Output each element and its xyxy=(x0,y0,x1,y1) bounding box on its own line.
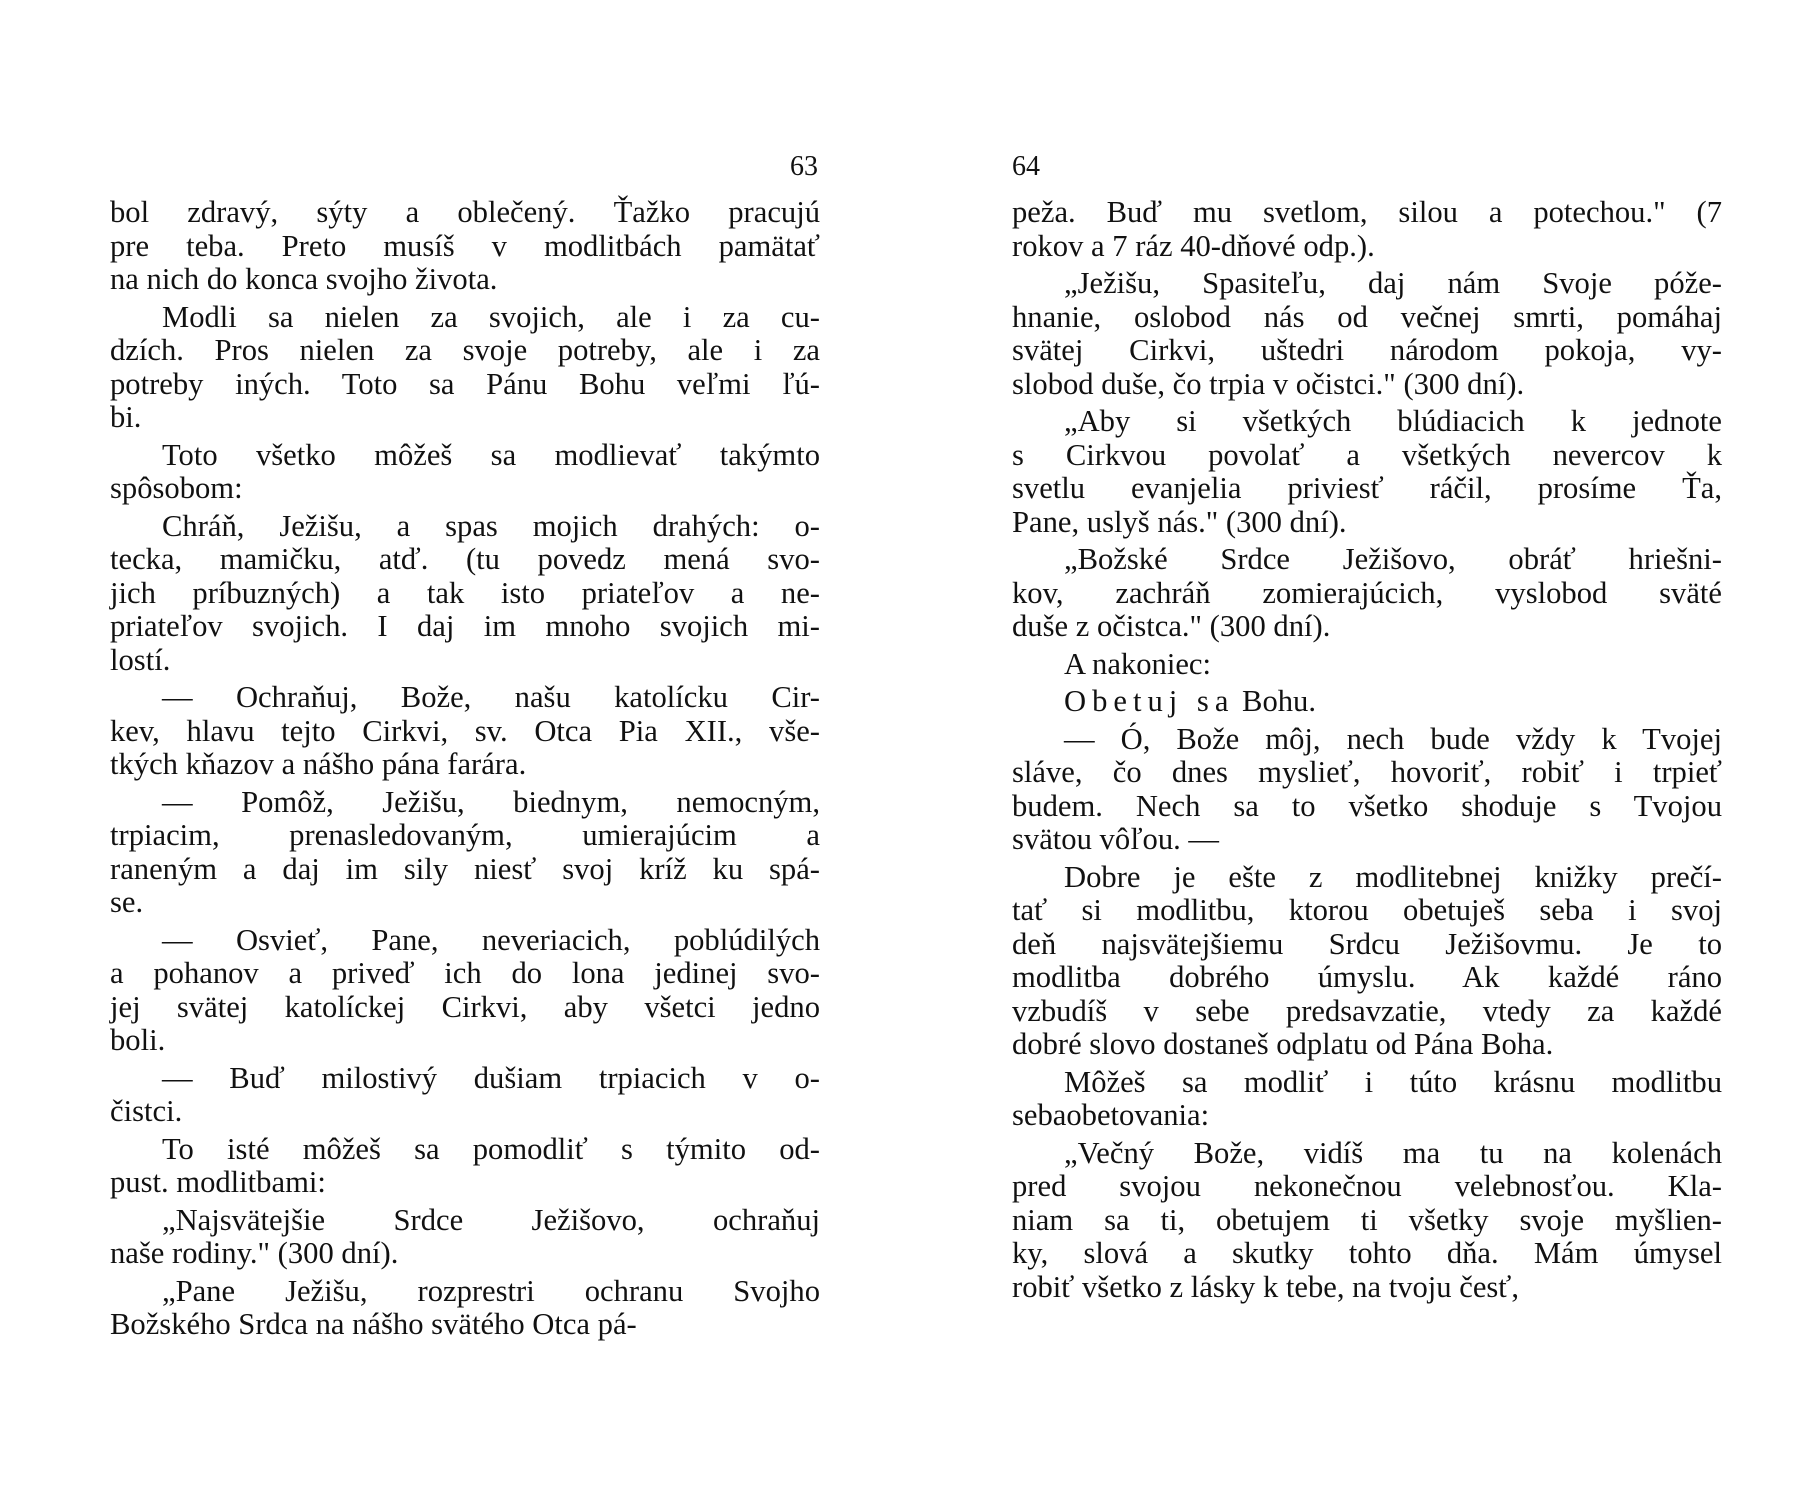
text-line: ky, slová a skutky tohto dňa. Mám úmysel xyxy=(1012,1236,1722,1270)
text-line: Božského Srdca na nášho svätého Otca pá- xyxy=(110,1307,637,1341)
paragraph xyxy=(110,196,820,297)
page-text xyxy=(110,196,820,1342)
text-line: „Večný Bože, vidíš ma tu na kolenách xyxy=(1064,1135,1722,1170)
text-line: budem. Nech sa to všetko shoduje s Tvojou xyxy=(1012,788,1722,823)
text-line: na nich do konca svojho života. xyxy=(110,262,498,296)
text-line: Dobre je ešte z modlitebnej knižky prečí- xyxy=(1064,859,1722,894)
paragraph xyxy=(110,301,820,435)
text-fragment: Bohu. xyxy=(1234,684,1316,718)
text-line: rokov a 7 ráz 40-dňové odp.). xyxy=(1012,228,1375,263)
paragraph xyxy=(1012,1066,1722,1133)
paragraph xyxy=(1012,196,1722,263)
text-line: kov, zachráň zomierajúcich, vyslobod sväté xyxy=(1012,575,1722,610)
text-line: potreby iných. Toto sa Pánu Bohu veľmi ľú- xyxy=(110,366,820,401)
text-line: To isté môžeš sa pomodliť s týmito od- xyxy=(162,1131,820,1166)
text-line: „Aby si všetkých blúdiacich k jednote xyxy=(1064,404,1722,438)
text-line: bi. xyxy=(110,400,142,434)
page-number: 63 xyxy=(790,151,818,182)
text-line: jich príbuzných) a tak isto priateľov a ne- xyxy=(110,575,820,610)
text-line: čistci. xyxy=(110,1094,183,1128)
paragraph xyxy=(110,1133,820,1200)
text-line: s Cirkvou povolať a všetkých nevercov k xyxy=(1012,437,1722,472)
text-line: a pohanov a priveď ich do lona jedinej svo- xyxy=(110,956,820,990)
left-page xyxy=(110,150,820,1370)
text-line: se. xyxy=(110,885,144,919)
text-line xyxy=(1012,685,1722,719)
text-line: Pane, uslyš nás." (300 dní). xyxy=(1012,504,1347,539)
text-line: dobré slovo dostaneš odplatu od Pána Boha. xyxy=(1012,1027,1554,1061)
text-line: — Osvieť, Pane, neveriacich, poblúdilých xyxy=(162,922,820,957)
paragraph xyxy=(1012,405,1722,539)
text-line: svetlu evanjelia priviesť ráčil, prosíme Ťa, xyxy=(1012,471,1722,505)
text-line: hnanie, oslobod nás od večnej smrti, pomáhaj xyxy=(1012,299,1722,334)
text-line: lostí. xyxy=(110,642,171,677)
text-line: tkých kňazov a nášho pána farára. xyxy=(110,747,527,781)
text-line: tať si modlitbu, ktorou obetuješ seba i svoj xyxy=(1012,893,1722,927)
text-line: duše z očistca." (300 dní). xyxy=(1012,609,1331,643)
text-line: priateľov svojich. I daj im mnoho svojich mi- xyxy=(110,609,820,643)
paragraph xyxy=(110,681,820,782)
paragraph xyxy=(1012,543,1722,644)
text-line: — Buď milostivý dušiam trpiacich v o- xyxy=(162,1060,820,1095)
page-number: 64 xyxy=(1012,151,1040,182)
text-line: Modli sa nielen za svojich, ale i za cu- xyxy=(162,299,820,334)
text-line: „Božské Srdce Ježišovo, obráť hriešni- xyxy=(1064,542,1722,576)
text-line: Toto všetko môžeš sa modlievať takýmto xyxy=(162,437,820,472)
paragraph xyxy=(1012,648,1722,682)
paragraph xyxy=(1012,723,1722,857)
text-line: — Pomôž, Ježišu, biednym, nemocným, xyxy=(162,784,820,819)
text-line: sebaobetovania: xyxy=(1012,1098,1210,1132)
text-line: jej svätej katolíckej Cirkvi, aby všetci jedno xyxy=(110,989,820,1024)
paragraph xyxy=(110,786,820,920)
paragraph xyxy=(110,1062,820,1129)
text-line: naše rodiny." (300 dní). xyxy=(110,1236,399,1270)
page-text xyxy=(1012,196,1722,1304)
text-line: A nakoniec: xyxy=(1064,646,1211,681)
text-line: „Najsvätejšie Srdce Ježišovo, ochraňuj xyxy=(162,1202,820,1237)
paragraph xyxy=(1012,685,1722,719)
text-line: tecka, mamičku, atď. (tu povedz mená svo- xyxy=(110,542,820,576)
text-line: peža. Buď mu svetlom, silou a potechou." (7 xyxy=(1012,195,1722,229)
paragraph xyxy=(110,1275,820,1342)
paragraph xyxy=(110,510,820,678)
paragraph xyxy=(1012,861,1722,1062)
paragraph xyxy=(110,1204,820,1271)
text-line: trpiacim, prenasledovaným, umierajúcim a xyxy=(110,818,820,852)
text-line: pre teba. Preto musíš v modlitbách pamätať xyxy=(110,228,820,263)
paragraph xyxy=(110,924,820,1058)
text-line: spôsobom: xyxy=(110,471,243,505)
text-line: Môžeš sa modliť i túto krásnu modlitbu xyxy=(1064,1064,1722,1099)
text-line: — Ó, Bože môj, nech bude vždy k Tvojej xyxy=(1064,721,1722,756)
text-line: niam sa ti, obetujem ti všetky svoje myšlien- xyxy=(1012,1202,1722,1237)
text-line: „Pane Ježišu, rozprestri ochranu Svojho xyxy=(162,1273,820,1308)
text-line: svätej Cirkvi, uštedri národom pokoja, vy- xyxy=(1012,333,1722,367)
spaced-heading: Obetuj sa xyxy=(1064,684,1235,718)
text-line: kev, hlavu tejto Cirkvi, sv. Otca Pia XII., vše- xyxy=(110,713,820,748)
text-line: modlitba dobrého úmyslu. Ak každé ráno xyxy=(1012,960,1722,994)
text-line: vzbudíš v sebe predsavzatie, vtedy za každé xyxy=(1012,993,1722,1028)
text-line: bol zdravý, sýty a oblečený. Ťažko pracujú xyxy=(110,195,820,229)
text-line: pust. modlitbami: xyxy=(110,1165,326,1199)
text-line: svätou vôľou. — xyxy=(1012,822,1220,856)
right-page xyxy=(1012,150,1722,1370)
text-line: robiť všetko z lásky k tebe, na tvoju česť, xyxy=(1012,1269,1520,1304)
text-line: — Ochraňuj, Bože, našu katolícku Cir- xyxy=(162,680,820,714)
text-line: slobod duše, čo trpia v očistci." (300 dní). xyxy=(1012,366,1525,401)
paragraph xyxy=(1012,1137,1722,1305)
text-line: pred svojou nekonečnou velebnosťou. Kla- xyxy=(1012,1169,1722,1203)
text-line: boli. xyxy=(110,1023,166,1057)
paragraph xyxy=(1012,267,1722,401)
text-line: dzích. Pros nielen za svoje potreby, ale i za xyxy=(110,333,820,367)
paragraph xyxy=(110,439,820,506)
text-line: sláve, čo dnes myslieť, hovoriť, robiť i trpieť xyxy=(1012,755,1722,789)
text-line: raneným a daj im sily niesť svoj kríž ku spá- xyxy=(110,851,820,886)
text-line: deň najsvätejšiemu Srdcu Ježišovmu. Je to xyxy=(1012,926,1722,961)
text-line: „Ježišu, Spasiteľu, daj nám Svoje póže- xyxy=(1064,266,1722,300)
text-line: Chráň, Ježišu, a spas mojich drahých: o- xyxy=(162,508,820,543)
